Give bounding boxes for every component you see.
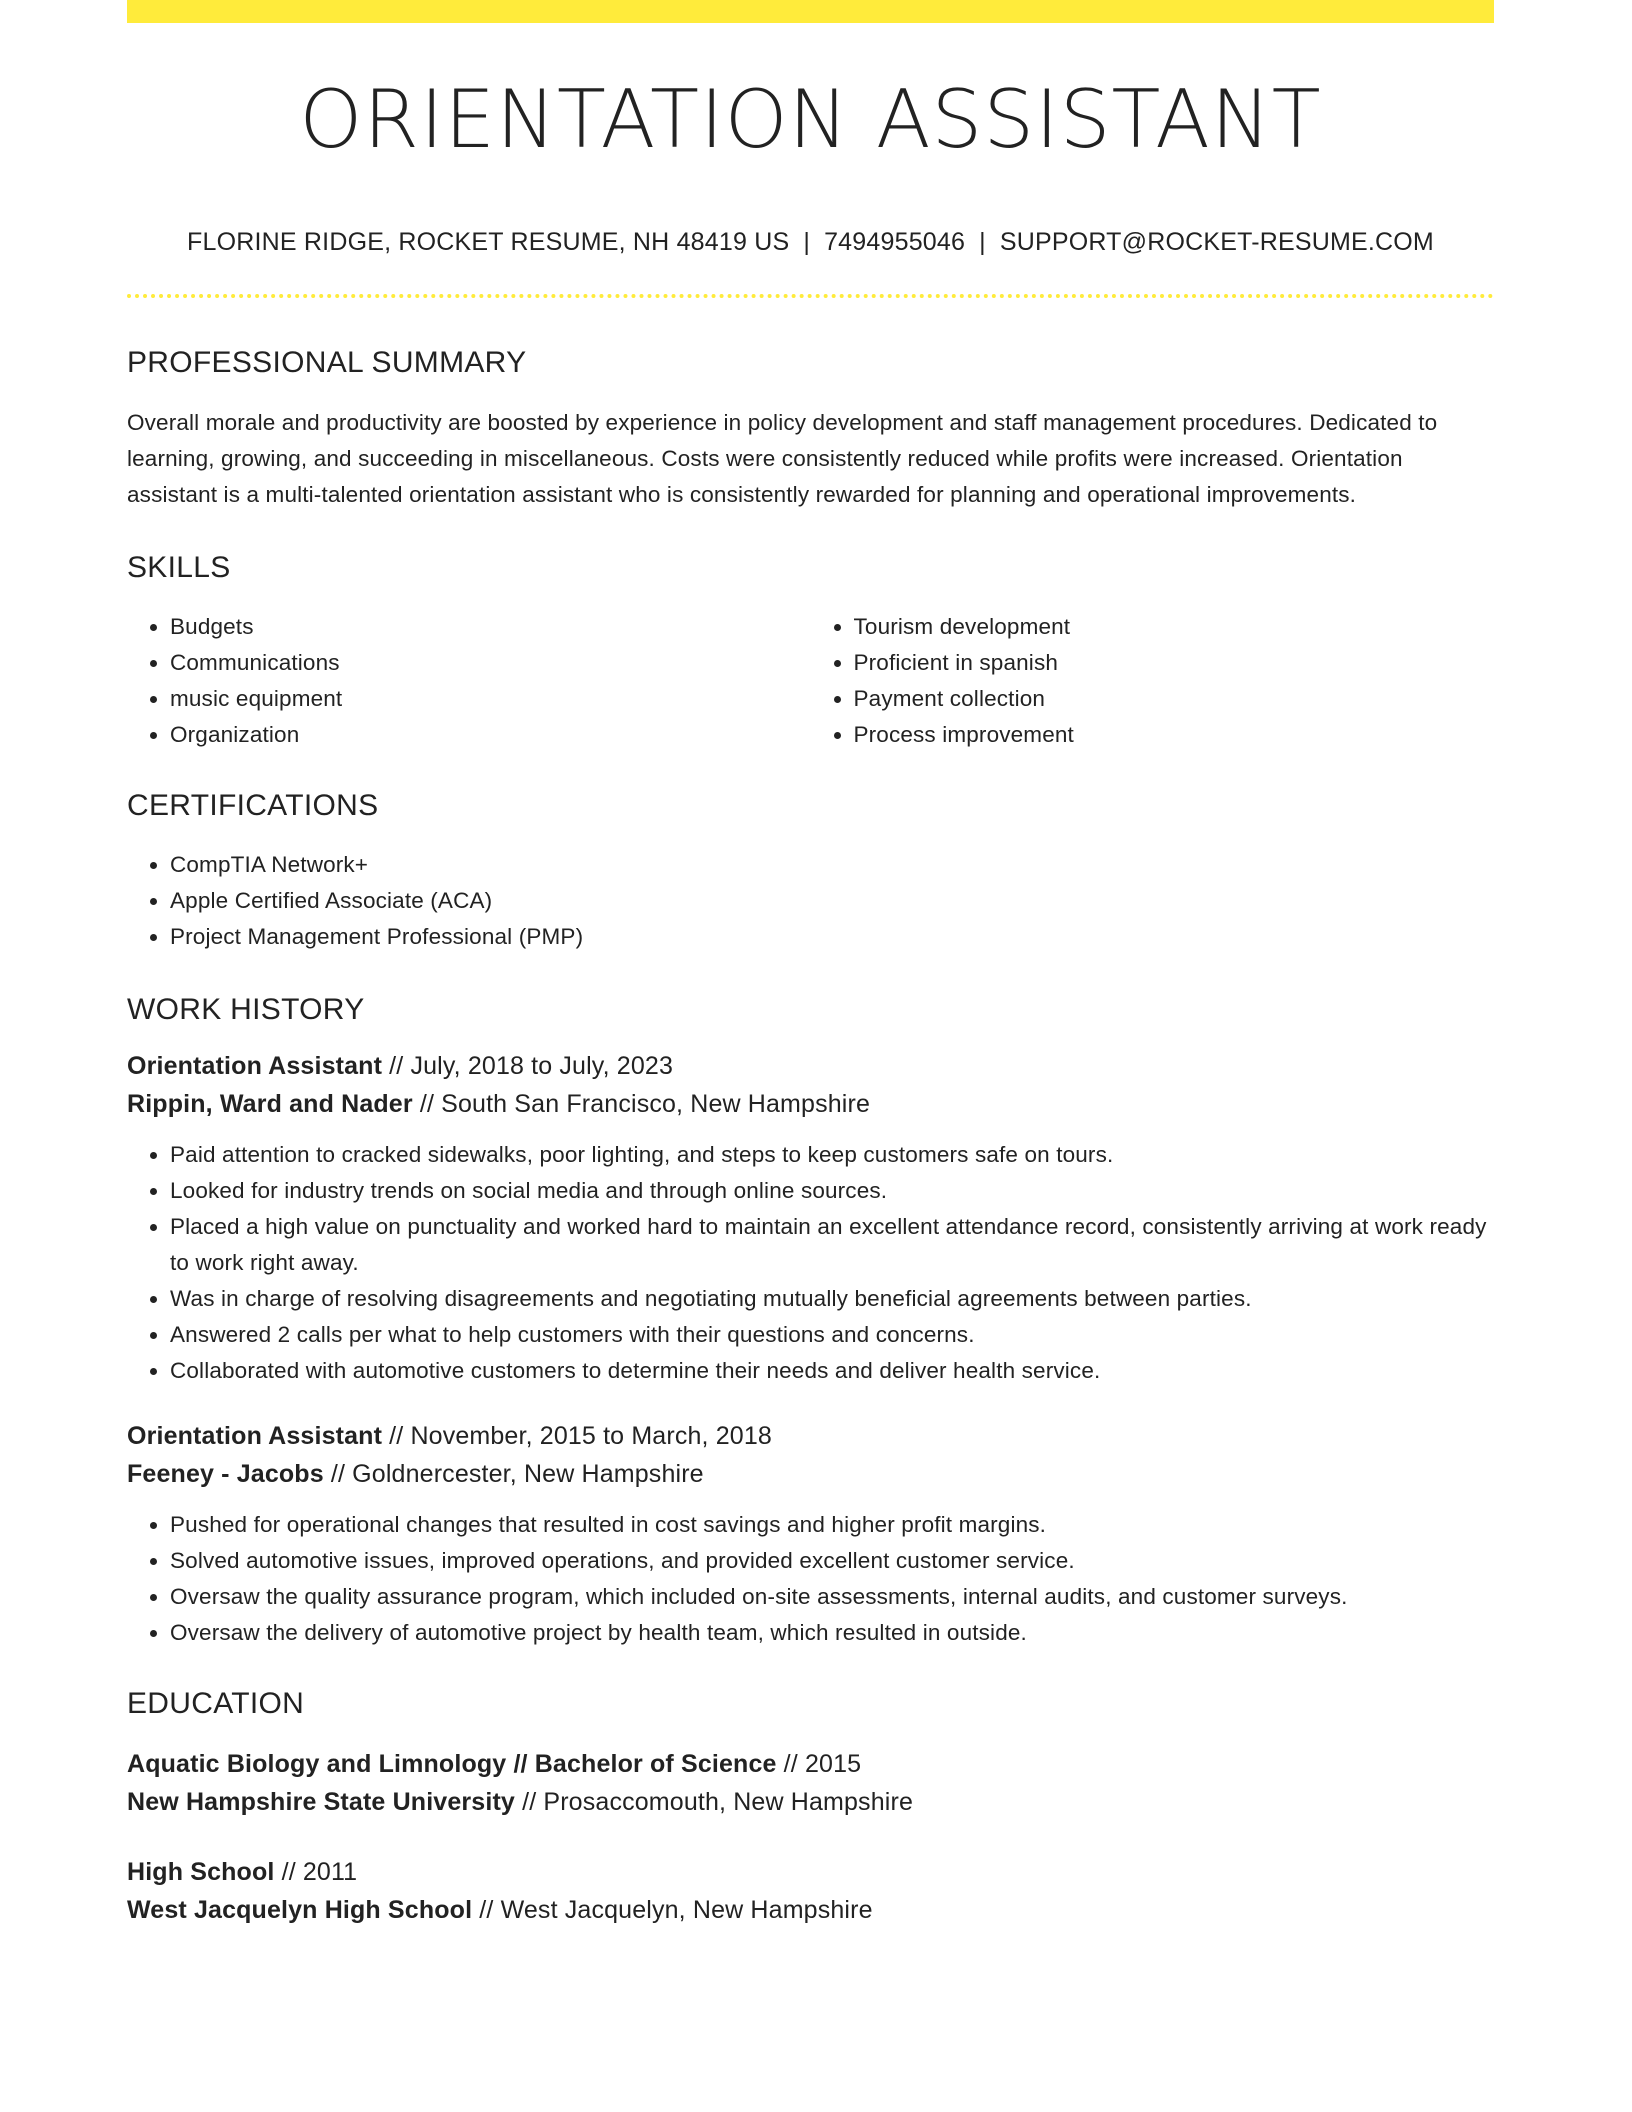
education-school-line [127,1783,1494,1821]
certification-item: • Project Management Professional (PMP) [170,919,1494,955]
contact-address: FLORINE RIDGE, ROCKET RESUME, NH 48419 US [187,228,790,256]
certification-item: • CompTIA Network+ [170,847,1494,883]
skill-item: • Organization [170,717,811,753]
duty-item: • Paid attention to cracked sidewalks, poor lighting, and steps to keep customers safe on tours. [170,1137,1494,1173]
skills-heading: SKILLS [127,551,231,584]
certification-item: • Apple Certified Associate (ACA) [170,883,1494,919]
certifications-list [127,847,1494,955]
education-location: // West Jacquelyn, New Hampshire [479,1896,873,1924]
job-dates: // November, 2015 to March, 2018 [389,1422,772,1450]
education-degree-line [127,1853,1494,1891]
skills-list-left [127,609,811,753]
education-degree: Aquatic Biology and Limnology // Bachelor of Science [127,1750,777,1778]
skill-item: • Payment collection [854,681,1495,717]
education-heading: EDUCATION [127,1687,305,1720]
duty-item: • Answered 2 calls per what to help customers with their questions and concerns. [170,1317,1494,1353]
skill-item: • Tourism development [854,609,1495,645]
job-company-line [127,1455,1494,1493]
contact-line [127,230,1494,255]
contact-phone: 7494955046 [824,228,966,256]
job-duties-list [127,1137,1494,1389]
work-history-heading: WORK HISTORY [127,993,365,1026]
job-title-line [127,1417,1494,1455]
duty-item: • Solved automotive issues, improved operations, and provided excellent customer service. [170,1543,1494,1579]
job-duties-list [127,1507,1494,1651]
duty-item: • Oversaw the delivery of automotive project by health team, which resulted in outside. [170,1615,1494,1651]
job-dates: // July, 2018 to July, 2023 [389,1052,674,1080]
job-location: // South San Francisco, New Hampshire [419,1090,871,1118]
certifications-heading: CERTIFICATIONS [127,789,379,822]
duty-item: • Was in charge of resolving disagreements and negotiating mutually beneficial agreements between parties. [170,1281,1494,1317]
job-company: Feeney - Jacobs [127,1460,324,1488]
contact-separator: | [803,228,811,256]
job-company: Rippin, Ward and Nader [127,1090,413,1118]
dotted-divider [127,294,1494,298]
duty-item: • Placed a high value on punctuality and worked hard to maintain an excellent attendance record, consistently arriving at work ready to work right away. [170,1209,1494,1281]
contact-separator: | [979,228,986,256]
skill-item: • Proficient in spanish [854,645,1495,681]
job-location: // Goldnercester, New Hampshire [330,1460,704,1488]
education-year: // 2015 [783,1750,862,1778]
job-role: Orientation Assistant [127,1052,383,1080]
job-company-line [127,1085,1494,1123]
education-degree-line [127,1745,1494,1783]
accent-top-bar [127,0,1494,23]
education-school: West Jacquelyn High School [127,1896,473,1924]
education-school: New Hampshire State University [127,1788,515,1816]
skills-list-right [811,609,1495,753]
job-role: Orientation Assistant [127,1422,383,1450]
skills-columns [127,609,1494,753]
duty-item: • Oversaw the quality assurance program, which included on-site assessments, internal audits, and customer surveys. [170,1579,1494,1615]
skill-item: • Communications [170,645,811,681]
education-degree: High School [127,1858,275,1886]
summary-heading: PROFESSIONAL SUMMARY [127,346,527,379]
education-school-line [127,1891,1494,1929]
duty-item: • Pushed for operational changes that resulted in cost savings and higher profit margins. [170,1507,1494,1543]
resume-name: ORIENTATION ASSISTANT [299,73,1322,166]
skill-item: • Budgets [170,609,811,645]
job-title-line [127,1047,1494,1085]
education-year: // 2011 [281,1858,358,1886]
duty-item: • Collaborated with automotive customers to determine their needs and deliver health service. [170,1353,1494,1389]
duty-item: • Looked for industry trends on social media and through online sources. [170,1173,1494,1209]
summary-text: Overall morale and productivity are boosted by experience in policy development and staff management procedures. Dedicated to learning, growing, and succeeding in miscellaneous. Costs were consistently reduced while profits were increased. Orientation assistant is a multi-talented orientation assistant who is consistently rewarded for planning and operational improvements. [127,410,1438,507]
skill-item: • music equipment [170,681,811,717]
education-location: // Prosaccomouth, New Hampshire [522,1788,913,1816]
skill-item: • Process improvement [854,717,1495,753]
resume-page [127,0,1494,1929]
contact-email: SUPPORT@ROCKET-RESUME.COM [999,228,1434,256]
